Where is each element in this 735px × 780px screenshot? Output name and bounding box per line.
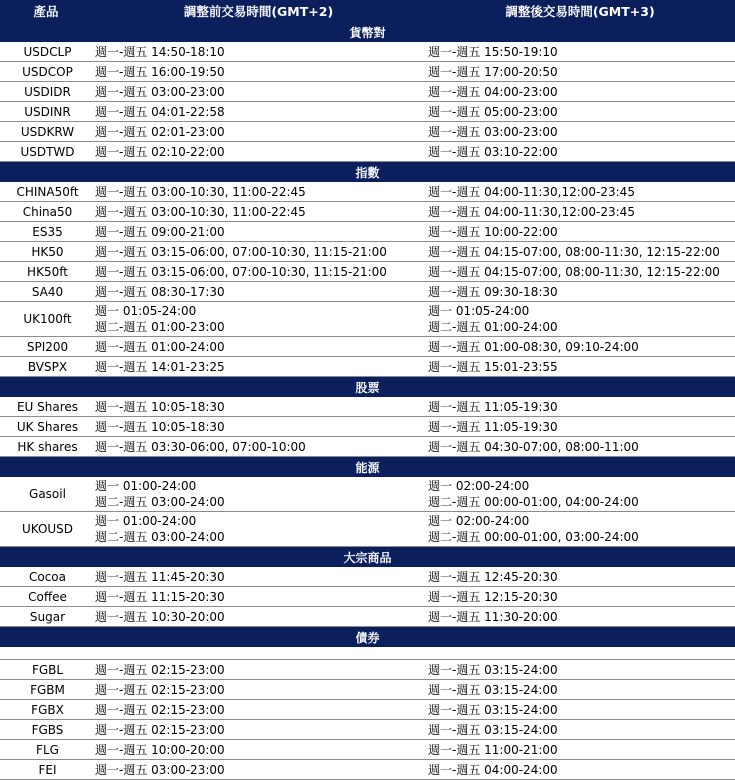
after-hours-cell <box>425 222 735 242</box>
section-header-row <box>0 457 735 478</box>
after-hours-cell <box>425 337 735 357</box>
before-hours-line: 週一-週五 02:10-22:00 <box>95 145 225 159</box>
before-hours-cell <box>92 62 425 82</box>
section-header-row <box>0 162 735 183</box>
before-hours-line: 週一-週五 01:00-24:00 <box>95 340 225 354</box>
product-cell: FEI <box>0 760 92 780</box>
product-cell: Coffee <box>0 587 92 607</box>
table-row <box>0 607 735 627</box>
before-hours-line: 週一-週五 14:01-23:25 <box>95 360 225 374</box>
section-title: 能源 <box>0 457 735 478</box>
product-cell: EU Shares <box>0 397 92 417</box>
before-hours-line: 週二-週五 03:00-24:00 <box>95 495 225 509</box>
table-row <box>0 512 735 547</box>
after-hours-line: 週一-週五 03:10-22:00 <box>428 145 558 159</box>
section-header-row <box>0 377 735 398</box>
after-hours-cell <box>425 357 735 377</box>
after-hours-line: 週一-週五 04:30-07:00, 08:00-11:00 <box>428 440 639 454</box>
section-title: 貨幣對 <box>0 22 735 42</box>
product-cell: FGBL <box>0 660 92 680</box>
before-hours-cell <box>92 700 425 720</box>
product-cell: Cocoa <box>0 567 92 587</box>
after-hours-line: 週一-週五 12:15-20:30 <box>428 590 558 604</box>
product-cell: USDTWD <box>0 142 92 162</box>
table-row <box>0 660 735 680</box>
before-hours-line: 週一-週五 02:15-23:00 <box>95 683 225 697</box>
spacer-row <box>0 647 735 660</box>
before-hours-cell <box>92 337 425 357</box>
product-cell: USDCLP <box>0 42 92 62</box>
after-hours-line: 週一-週五 11:05-19:30 <box>428 420 558 434</box>
before-hours-line: 週一-週五 02:01-23:00 <box>95 125 225 139</box>
after-hours-line: 週一-週五 11:05-19:30 <box>428 400 558 414</box>
before-hours-cell <box>92 122 425 142</box>
table-row <box>0 62 735 82</box>
table-row <box>0 397 735 417</box>
after-hours-cell <box>425 282 735 302</box>
after-hours-cell <box>425 680 735 700</box>
table-row <box>0 202 735 222</box>
product-cell: USDKRW <box>0 122 92 142</box>
after-hours-line: 週一-週五 15:01-23:55 <box>428 360 558 374</box>
after-hours-cell <box>425 182 735 202</box>
table-row <box>0 242 735 262</box>
before-hours-cell <box>92 102 425 122</box>
before-hours-line: 週一 01:05-24:00 <box>95 304 197 318</box>
after-hours-line: 週一-週五 04:15-07:00, 08:00-11:30, 12:15-22:00 <box>428 265 720 279</box>
table-row <box>0 720 735 740</box>
after-hours-line: 週一-週五 03:15-24:00 <box>428 703 558 717</box>
product-cell: HK shares <box>0 437 92 457</box>
before-hours-cell <box>92 397 425 417</box>
product-cell: USDIDR <box>0 82 92 102</box>
spacer-cell <box>0 647 92 660</box>
after-hours-line: 週一 02:00-24:00 <box>428 479 530 493</box>
table-row <box>0 567 735 587</box>
product-cell: Sugar <box>0 607 92 627</box>
table-row <box>0 680 735 700</box>
before-hours-line: 週一-週五 10:05-18:30 <box>95 420 225 434</box>
before-hours-line: 週一-週五 02:15-23:00 <box>95 723 225 737</box>
table-row <box>0 357 735 377</box>
before-hours-line: 週一-週五 09:00-21:00 <box>95 225 225 239</box>
after-hours-line: 週一-週五 09:30-18:30 <box>428 285 558 299</box>
after-hours-cell <box>425 242 735 262</box>
section-title: 股票 <box>0 377 735 398</box>
product-cell: CHINA50ft <box>0 182 92 202</box>
table-row <box>0 417 735 437</box>
product-cell: USDCOP <box>0 62 92 82</box>
before-hours-cell <box>92 740 425 760</box>
spacer-cell <box>92 647 425 660</box>
product-cell: SA40 <box>0 282 92 302</box>
after-hours-cell <box>425 397 735 417</box>
before-hours-cell <box>92 680 425 700</box>
after-hours-cell <box>425 760 735 780</box>
product-cell: HK50 <box>0 242 92 262</box>
before-hours-line: 週二-週五 01:00-23:00 <box>95 320 225 334</box>
after-hours-line: 週一-週五 03:15-24:00 <box>428 683 558 697</box>
product-cell: FGBS <box>0 720 92 740</box>
before-hours-cell <box>92 720 425 740</box>
product-cell: BVSPX <box>0 357 92 377</box>
before-hours-line: 週一-週五 03:00-10:30, 11:00-22:45 <box>95 205 306 219</box>
table-row <box>0 282 735 302</box>
before-hours-line: 週一 01:00-24:00 <box>95 514 197 528</box>
after-hours-line: 週二-週五 00:00-01:00, 03:00-24:00 <box>428 530 639 544</box>
before-hours-line: 週一-週五 03:00-10:30, 11:00-22:45 <box>95 185 306 199</box>
after-hours-cell <box>425 142 735 162</box>
before-hours-line: 週一-週五 03:30-06:00, 07:00-10:00 <box>95 440 306 454</box>
section-header-row <box>0 22 735 42</box>
after-hours-cell <box>425 587 735 607</box>
section-header-row <box>0 547 735 568</box>
before-hours-cell <box>92 222 425 242</box>
before-hours-line: 週一-週五 11:45-20:30 <box>95 570 225 584</box>
header-product: 產品 <box>0 0 92 22</box>
after-hours-cell <box>425 740 735 760</box>
before-hours-line: 週一-週五 10:30-20:00 <box>95 610 225 624</box>
before-hours-cell <box>92 82 425 102</box>
after-hours-line: 週一-週五 04:00-11:30,12:00-23:45 <box>428 205 635 219</box>
before-hours-line: 週一 01:00-24:00 <box>95 479 197 493</box>
product-cell: HK50ft <box>0 262 92 282</box>
before-hours-line: 週一-週五 10:05-18:30 <box>95 400 225 414</box>
after-hours-line: 週一-週五 11:30-20:00 <box>428 610 558 624</box>
header-after: 調整後交易時間(GMT+3) <box>425 0 735 22</box>
after-hours-line: 週一-週五 03:15-24:00 <box>428 723 558 737</box>
product-cell: FLG <box>0 740 92 760</box>
table-row <box>0 222 735 242</box>
product-cell: China50 <box>0 202 92 222</box>
after-hours-line: 週二-週五 00:00-01:00, 04:00-24:00 <box>428 495 639 509</box>
before-hours-cell <box>92 417 425 437</box>
before-hours-cell <box>92 567 425 587</box>
after-hours-line: 週一-週五 05:00-23:00 <box>428 105 558 119</box>
section-title: 債券 <box>0 627 735 648</box>
before-hours-cell <box>92 182 425 202</box>
after-hours-line: 週一-週五 17:00-20:50 <box>428 65 558 79</box>
after-hours-line: 週二-週五 01:00-24:00 <box>428 320 558 334</box>
spacer-cell <box>425 647 735 660</box>
before-hours-line: 週一-週五 04:01-22:58 <box>95 105 225 119</box>
before-hours-cell <box>92 477 425 512</box>
product-cell: UK100ft <box>0 302 92 337</box>
product-cell: FGBX <box>0 700 92 720</box>
after-hours-line: 週一-週五 04:00-11:30,12:00-23:45 <box>428 185 635 199</box>
table-row <box>0 437 735 457</box>
after-hours-line: 週一-週五 15:50-19:10 <box>428 45 558 59</box>
before-hours-cell <box>92 302 425 337</box>
before-hours-cell <box>92 512 425 547</box>
after-hours-cell <box>425 660 735 680</box>
after-hours-cell <box>425 512 735 547</box>
after-hours-line: 週一-週五 01:00-08:30, 09:10-24:00 <box>428 340 639 354</box>
after-hours-line: 週一-週五 04:15-07:00, 08:00-11:30, 12:15-22:00 <box>428 245 720 259</box>
before-hours-line: 週二-週五 03:00-24:00 <box>95 530 225 544</box>
before-hours-line: 週一-週五 08:30-17:30 <box>95 285 225 299</box>
after-hours-cell <box>425 700 735 720</box>
before-hours-cell <box>92 202 425 222</box>
after-hours-line: 週一-週五 04:00-23:00 <box>428 85 558 99</box>
after-hours-line: 週一-週五 12:45-20:30 <box>428 570 558 584</box>
product-cell: FGBM <box>0 680 92 700</box>
after-hours-line: 週一-週五 03:00-23:00 <box>428 125 558 139</box>
before-hours-line: 週一-週五 03:00-23:00 <box>95 763 225 777</box>
after-hours-cell <box>425 437 735 457</box>
table-row <box>0 82 735 102</box>
before-hours-line: 週一-週五 11:15-20:30 <box>95 590 225 604</box>
product-cell: ES35 <box>0 222 92 242</box>
table-row <box>0 142 735 162</box>
before-hours-cell <box>92 357 425 377</box>
after-hours-cell <box>425 302 735 337</box>
table-row <box>0 587 735 607</box>
after-hours-cell <box>425 477 735 512</box>
table-row <box>0 760 735 780</box>
product-cell: USDINR <box>0 102 92 122</box>
after-hours-cell <box>425 62 735 82</box>
after-hours-cell <box>425 202 735 222</box>
after-hours-cell <box>425 720 735 740</box>
before-hours-cell <box>92 262 425 282</box>
product-cell: SPI200 <box>0 337 92 357</box>
after-hours-cell <box>425 82 735 102</box>
table-row <box>0 740 735 760</box>
after-hours-cell <box>425 102 735 122</box>
before-hours-line: 週一-週五 02:15-23:00 <box>95 703 225 717</box>
before-hours-cell <box>92 282 425 302</box>
before-hours-line: 週一-週五 14:50-18:10 <box>95 45 225 59</box>
table-header <box>0 0 735 22</box>
before-hours-line: 週一-週五 03:15-06:00, 07:00-10:30, 11:15-21:00 <box>95 245 387 259</box>
after-hours-line: 週一 01:05-24:00 <box>428 304 530 318</box>
before-hours-cell <box>92 42 425 62</box>
table-row <box>0 700 735 720</box>
table-row <box>0 102 735 122</box>
before-hours-cell <box>92 760 425 780</box>
before-hours-cell <box>92 142 425 162</box>
table-row <box>0 122 735 142</box>
after-hours-cell <box>425 122 735 142</box>
before-hours-line: 週一-週五 03:15-06:00, 07:00-10:30, 11:15-21:00 <box>95 265 387 279</box>
before-hours-line: 週一-週五 02:15-23:00 <box>95 663 225 677</box>
before-hours-line: 週一-週五 10:00-20:00 <box>95 743 225 757</box>
after-hours-line: 週一-週五 11:00-21:00 <box>428 743 558 757</box>
table-body <box>0 22 735 780</box>
after-hours-line: 週一-週五 04:00-24:00 <box>428 763 558 777</box>
after-hours-cell <box>425 417 735 437</box>
after-hours-line: 週一-週五 10:00-22:00 <box>428 225 558 239</box>
before-hours-cell <box>92 587 425 607</box>
table-row <box>0 182 735 202</box>
after-hours-cell <box>425 262 735 282</box>
after-hours-cell <box>425 567 735 587</box>
table-row <box>0 337 735 357</box>
before-hours-cell <box>92 607 425 627</box>
table-row <box>0 42 735 62</box>
before-hours-cell <box>92 242 425 262</box>
product-cell: Gasoil <box>0 477 92 512</box>
product-cell: UKOUSD <box>0 512 92 547</box>
table-row <box>0 477 735 512</box>
before-hours-line: 週一-週五 03:00-23:00 <box>95 85 225 99</box>
before-hours-cell <box>92 660 425 680</box>
after-hours-line: 週一 02:00-24:00 <box>428 514 530 528</box>
section-header-row <box>0 627 735 648</box>
table-row <box>0 302 735 337</box>
section-title: 大宗商品 <box>0 547 735 568</box>
after-hours-line: 週一-週五 03:15-24:00 <box>428 663 558 677</box>
after-hours-cell <box>425 42 735 62</box>
before-hours-cell <box>92 437 425 457</box>
after-hours-cell <box>425 607 735 627</box>
before-hours-line: 週一-週五 16:00-19:50 <box>95 65 225 79</box>
section-title: 指數 <box>0 162 735 183</box>
product-cell: UK Shares <box>0 417 92 437</box>
header-before: 調整前交易時間(GMT+2) <box>92 0 425 22</box>
table-row <box>0 262 735 282</box>
